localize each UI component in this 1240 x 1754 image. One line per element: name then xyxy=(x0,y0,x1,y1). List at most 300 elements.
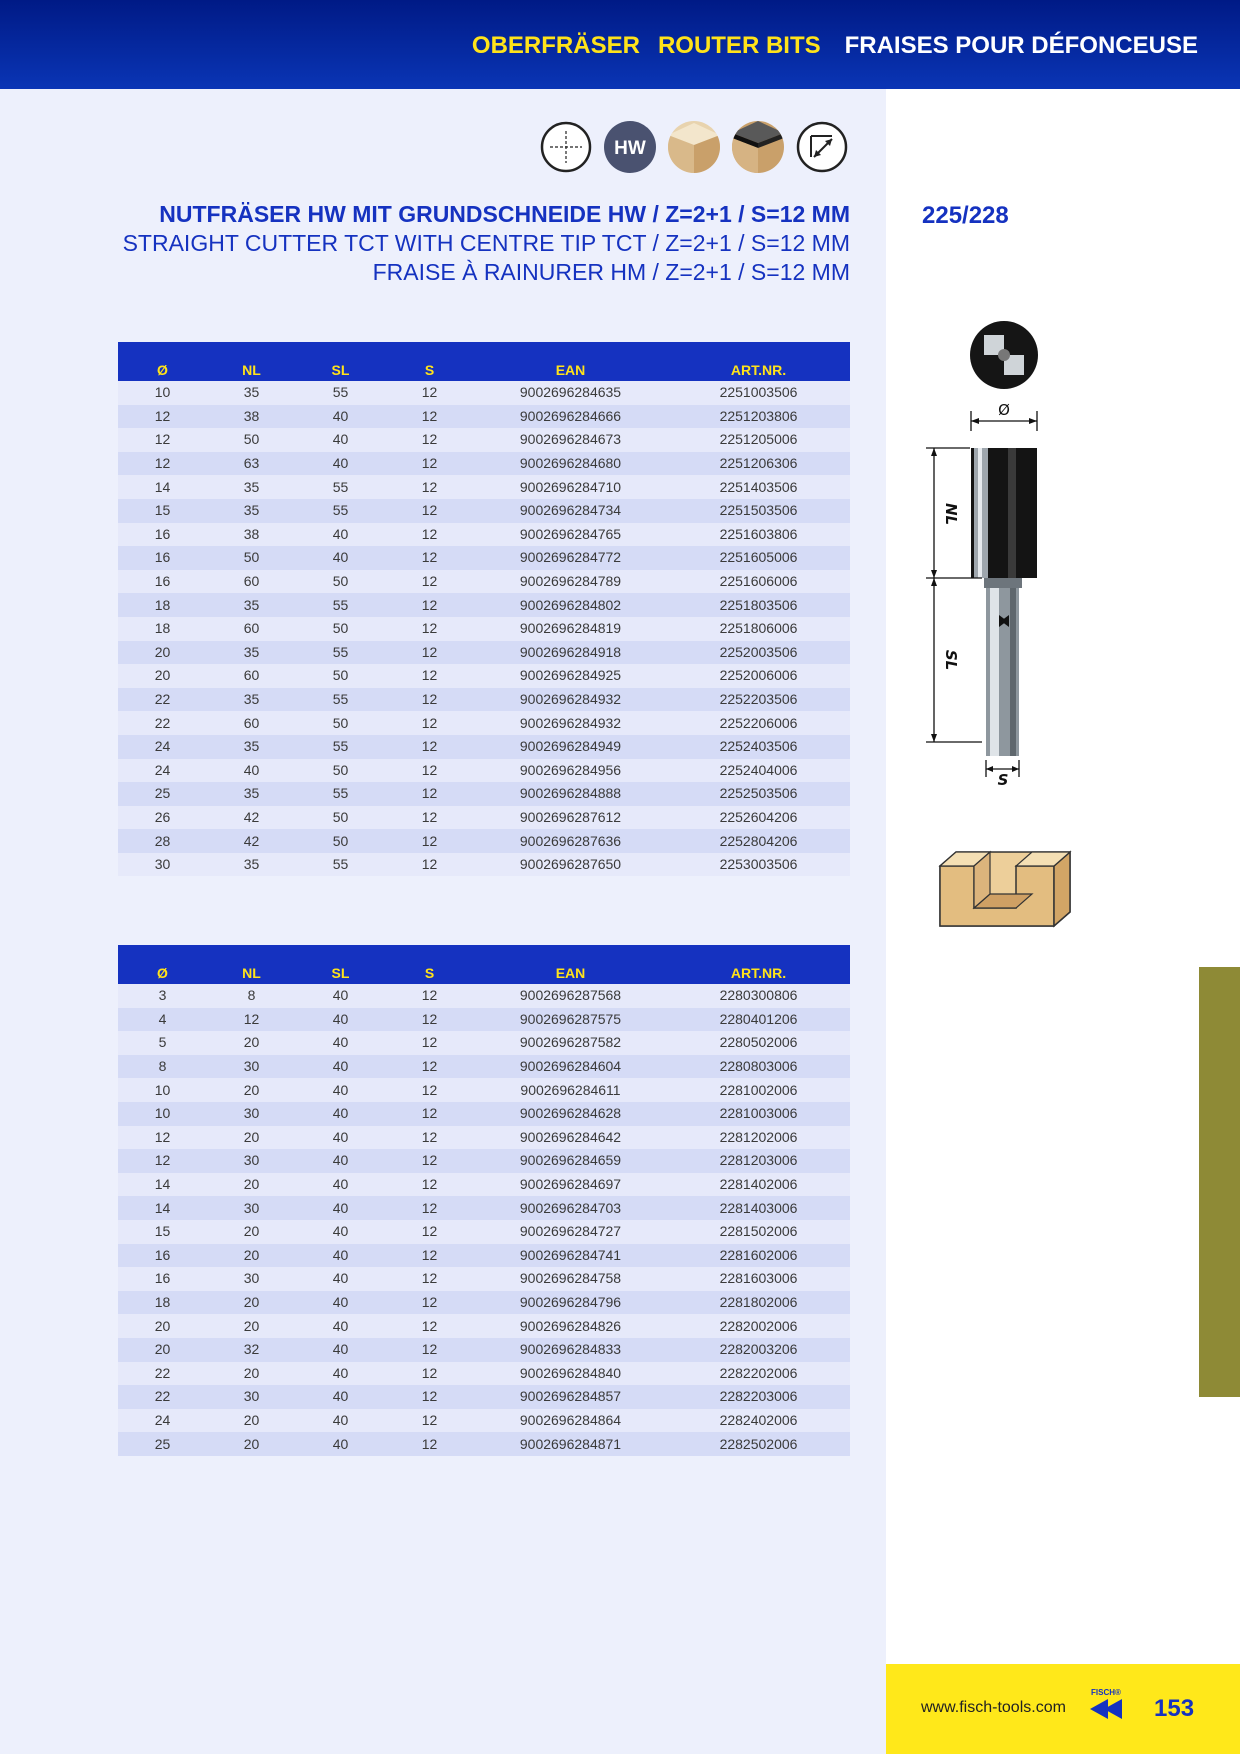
cell-sl: 40 xyxy=(296,1078,385,1102)
cell-art-nr: 2280300806 xyxy=(667,984,850,1008)
cell-diameter: 3 xyxy=(118,984,207,1008)
cell-ean: 9002696287575 xyxy=(474,1008,667,1032)
col-nl: NL xyxy=(207,342,296,381)
cell-s: 12 xyxy=(385,1338,474,1362)
cell-art-nr: 2282002006 xyxy=(667,1314,850,1338)
cell-diameter: 18 xyxy=(118,617,207,641)
cell-ean: 9002696284611 xyxy=(474,1078,667,1102)
cell-sl: 40 xyxy=(296,405,385,429)
cell-ean: 9002696284666 xyxy=(474,405,667,429)
cell-s: 12 xyxy=(385,829,474,853)
wood-block-icon xyxy=(668,121,720,173)
cell-art-nr: 2252206006 xyxy=(667,711,850,735)
cell-s: 12 xyxy=(385,1055,474,1079)
cell-nl: 20 xyxy=(207,1314,296,1338)
table-row xyxy=(118,523,850,547)
cell-diameter: 25 xyxy=(118,782,207,806)
cell-nl: 30 xyxy=(207,1385,296,1409)
cell-diameter: 18 xyxy=(118,593,207,617)
cell-s: 12 xyxy=(385,1220,474,1244)
cell-art-nr: 2281403006 xyxy=(667,1196,850,1220)
cell-nl: 30 xyxy=(207,1267,296,1291)
cell-sl: 50 xyxy=(296,806,385,830)
col-sl: SL xyxy=(296,342,385,381)
cell-diameter: 16 xyxy=(118,546,207,570)
cell-sl: 40 xyxy=(296,1173,385,1197)
cell-nl: 35 xyxy=(207,593,296,617)
cell-nl: 20 xyxy=(207,1031,296,1055)
cell-sl: 40 xyxy=(296,1008,385,1032)
cell-diameter: 16 xyxy=(118,1244,207,1268)
cell-ean: 9002696284833 xyxy=(474,1338,667,1362)
col-art-nr: ART.NR. xyxy=(667,945,850,984)
cell-art-nr: 2251806006 xyxy=(667,617,850,641)
cell-diameter: 20 xyxy=(118,1338,207,1362)
cell-nl: 20 xyxy=(207,1409,296,1433)
table-row xyxy=(118,641,850,665)
cell-sl: 40 xyxy=(296,1031,385,1055)
cell-s: 12 xyxy=(385,688,474,712)
cell-nl: 32 xyxy=(207,1338,296,1362)
cell-sl: 50 xyxy=(296,829,385,853)
hw-icon xyxy=(604,121,656,173)
cell-s: 12 xyxy=(385,1362,474,1386)
header-title-en: ROUTER BITS xyxy=(657,32,821,59)
table-row xyxy=(118,499,850,523)
cell-diameter: 25 xyxy=(118,1432,207,1456)
cell-diameter: 4 xyxy=(118,1008,207,1032)
cell-s: 12 xyxy=(385,475,474,499)
cell-nl: 20 xyxy=(207,1078,296,1102)
cell-sl: 55 xyxy=(296,641,385,665)
cell-sl: 40 xyxy=(296,1055,385,1079)
cell-s: 12 xyxy=(385,1173,474,1197)
cell-s: 12 xyxy=(385,1432,474,1456)
cell-diameter: 24 xyxy=(118,1409,207,1433)
table-row xyxy=(118,1078,850,1102)
cell-art-nr: 2281203006 xyxy=(667,1149,850,1173)
cell-sl: 40 xyxy=(296,1267,385,1291)
cell-diameter: 24 xyxy=(118,735,207,759)
cell-s: 12 xyxy=(385,806,474,830)
cell-sl: 40 xyxy=(296,1432,385,1456)
table-row xyxy=(118,806,850,830)
cell-sl: 40 xyxy=(296,1102,385,1126)
cell-art-nr: 2282402006 xyxy=(667,1409,850,1433)
cell-art-nr: 2281002006 xyxy=(667,1078,850,1102)
cell-art-nr: 2281603006 xyxy=(667,1267,850,1291)
cell-s: 12 xyxy=(385,405,474,429)
cell-s: 12 xyxy=(385,1008,474,1032)
cell-ean: 9002696284864 xyxy=(474,1409,667,1433)
table-row xyxy=(118,475,850,499)
cell-ean: 9002696284918 xyxy=(474,641,667,665)
table-row xyxy=(118,1362,850,1386)
cell-art-nr: 2252404006 xyxy=(667,759,850,783)
table-row xyxy=(118,1244,850,1268)
cell-art-nr: 2281502006 xyxy=(667,1220,850,1244)
cell-diameter: 15 xyxy=(118,499,207,523)
cell-diameter: 14 xyxy=(118,1173,207,1197)
cell-s: 12 xyxy=(385,1314,474,1338)
table-row xyxy=(118,664,850,688)
cell-sl: 40 xyxy=(296,1126,385,1150)
cell-art-nr: 2251206306 xyxy=(667,452,850,476)
coated-board-icon xyxy=(732,121,784,173)
table-row xyxy=(118,452,850,476)
table-row xyxy=(118,1220,850,1244)
cell-art-nr: 2252604206 xyxy=(667,806,850,830)
col-diameter: Ø xyxy=(118,945,207,984)
table-row xyxy=(118,428,850,452)
page-header xyxy=(0,0,1240,89)
cell-ean: 9002696287636 xyxy=(474,829,667,853)
cell-s: 12 xyxy=(385,499,474,523)
cell-art-nr: 2251403506 xyxy=(667,475,850,499)
table-row xyxy=(118,1031,850,1055)
table-header-row xyxy=(118,945,850,984)
cell-nl: 30 xyxy=(207,1149,296,1173)
table-row xyxy=(118,593,850,617)
cell-ean: 9002696284857 xyxy=(474,1385,667,1409)
cell-diameter: 26 xyxy=(118,806,207,830)
cell-nl: 40 xyxy=(207,759,296,783)
table-row xyxy=(118,381,850,405)
cell-ean: 9002696284826 xyxy=(474,1314,667,1338)
table-row xyxy=(118,759,850,783)
cell-diameter: 28 xyxy=(118,829,207,853)
col-art-nr: ART.NR. xyxy=(667,342,850,381)
table-row xyxy=(118,735,850,759)
cell-sl: 40 xyxy=(296,452,385,476)
cell-ean: 9002696284819 xyxy=(474,617,667,641)
cell-sl: 55 xyxy=(296,593,385,617)
cell-nl: 35 xyxy=(207,381,296,405)
bit-shank xyxy=(984,578,1022,756)
cell-ean: 9002696284765 xyxy=(474,523,667,547)
cell-nl: 42 xyxy=(207,806,296,830)
cell-art-nr: 2282502006 xyxy=(667,1432,850,1456)
diagonal-arrow-icon xyxy=(796,121,848,173)
cell-nl: 30 xyxy=(207,1102,296,1126)
cell-art-nr: 2281602006 xyxy=(667,1244,850,1268)
cell-nl: 12 xyxy=(207,1008,296,1032)
cell-sl: 55 xyxy=(296,782,385,806)
table-row xyxy=(118,1267,850,1291)
cell-s: 12 xyxy=(385,711,474,735)
cell-ean: 9002696284710 xyxy=(474,475,667,499)
cell-art-nr: 2252503506 xyxy=(667,782,850,806)
cell-sl: 50 xyxy=(296,664,385,688)
cell-nl: 30 xyxy=(207,1055,296,1079)
groove-profile-icon xyxy=(936,846,1072,928)
cell-s: 12 xyxy=(385,1149,474,1173)
chapter-tab xyxy=(1199,967,1240,1397)
cell-sl: 40 xyxy=(296,1314,385,1338)
cell-ean: 9002696284772 xyxy=(474,546,667,570)
table-row xyxy=(118,1314,850,1338)
cell-nl: 50 xyxy=(207,546,296,570)
hw-label: HW xyxy=(614,138,646,159)
page-footer xyxy=(886,1664,1240,1754)
cell-ean: 9002696284604 xyxy=(474,1055,667,1079)
cell-nl: 20 xyxy=(207,1244,296,1268)
cell-ean: 9002696284796 xyxy=(474,1291,667,1315)
cell-ean: 9002696284925 xyxy=(474,664,667,688)
cell-ean: 9002696284673 xyxy=(474,428,667,452)
cell-diameter: 20 xyxy=(118,664,207,688)
cell-sl: 40 xyxy=(296,1291,385,1315)
article-table-228 xyxy=(118,945,850,1456)
cell-ean: 9002696284871 xyxy=(474,1432,667,1456)
table-row xyxy=(118,711,850,735)
cell-diameter: 12 xyxy=(118,1149,207,1173)
cell-ean: 9002696284949 xyxy=(474,735,667,759)
col-s: S xyxy=(385,342,474,381)
cell-s: 12 xyxy=(385,546,474,570)
cell-nl: 60 xyxy=(207,570,296,594)
crosshair-icon xyxy=(540,121,592,173)
cell-art-nr: 2251003506 xyxy=(667,381,850,405)
table-row xyxy=(118,1196,850,1220)
cell-s: 12 xyxy=(385,664,474,688)
cell-art-nr: 2282003206 xyxy=(667,1338,850,1362)
cell-nl: 20 xyxy=(207,1291,296,1315)
col-ean: EAN xyxy=(474,342,667,381)
cell-ean: 9002696284758 xyxy=(474,1267,667,1291)
cell-diameter: 14 xyxy=(118,1196,207,1220)
cell-nl: 38 xyxy=(207,523,296,547)
cell-ean: 9002696284734 xyxy=(474,499,667,523)
cell-nl: 20 xyxy=(207,1362,296,1386)
col-s: S xyxy=(385,945,474,984)
bit-end-view xyxy=(970,321,1038,389)
table-row xyxy=(118,1338,850,1362)
cell-nl: 30 xyxy=(207,1196,296,1220)
cell-art-nr: 2252804206 xyxy=(667,829,850,853)
cell-sl: 40 xyxy=(296,1220,385,1244)
cell-diameter: 12 xyxy=(118,1126,207,1150)
cell-ean: 9002696284741 xyxy=(474,1244,667,1268)
cell-nl: 20 xyxy=(207,1220,296,1244)
cell-s: 12 xyxy=(385,381,474,405)
col-sl: SL xyxy=(296,945,385,984)
cell-nl: 8 xyxy=(207,984,296,1008)
cell-diameter: 20 xyxy=(118,1314,207,1338)
table-row xyxy=(118,688,850,712)
table-row xyxy=(118,1385,850,1409)
cell-ean: 9002696284642 xyxy=(474,1126,667,1150)
cell-sl: 55 xyxy=(296,688,385,712)
product-title-en: STRAIGHT CUTTER TCT WITH CENTRE TIP TCT / Z=2+1 / S=12 MM xyxy=(122,230,850,256)
cell-ean: 9002696287612 xyxy=(474,806,667,830)
cell-s: 12 xyxy=(385,1244,474,1268)
cell-ean: 9002696284840 xyxy=(474,1362,667,1386)
cell-s: 12 xyxy=(385,523,474,547)
cell-ean: 9002696284789 xyxy=(474,570,667,594)
col-ean: EAN xyxy=(474,945,667,984)
cell-diameter: 10 xyxy=(118,1078,207,1102)
cell-nl: 60 xyxy=(207,711,296,735)
cell-diameter: 8 xyxy=(118,1055,207,1079)
cell-sl: 55 xyxy=(296,853,385,877)
table-header-row xyxy=(118,342,850,381)
cell-sl: 55 xyxy=(296,735,385,759)
cell-s: 12 xyxy=(385,984,474,1008)
cell-nl: 35 xyxy=(207,688,296,712)
cell-ean: 9002696284802 xyxy=(474,593,667,617)
cell-diameter: 24 xyxy=(118,759,207,783)
cell-art-nr: 2282202006 xyxy=(667,1362,850,1386)
cell-s: 12 xyxy=(385,452,474,476)
article-table-225 xyxy=(118,342,850,876)
cell-s: 12 xyxy=(385,1196,474,1220)
cell-nl: 50 xyxy=(207,428,296,452)
feature-icons xyxy=(540,121,852,175)
cell-s: 12 xyxy=(385,782,474,806)
cell-nl: 60 xyxy=(207,664,296,688)
col-nl: NL xyxy=(207,945,296,984)
cell-ean: 9002696287568 xyxy=(474,984,667,1008)
cell-nl: 35 xyxy=(207,782,296,806)
cell-diameter: 20 xyxy=(118,641,207,665)
cell-ean: 9002696287582 xyxy=(474,1031,667,1055)
table-row xyxy=(118,546,850,570)
table-row xyxy=(118,617,850,641)
cell-diameter: 12 xyxy=(118,452,207,476)
cell-s: 12 xyxy=(385,641,474,665)
table-row xyxy=(118,1291,850,1315)
cell-s: 12 xyxy=(385,1102,474,1126)
cell-sl: 40 xyxy=(296,428,385,452)
cell-art-nr: 2251605006 xyxy=(667,546,850,570)
cell-diameter: 5 xyxy=(118,1031,207,1055)
cell-s: 12 xyxy=(385,428,474,452)
cell-diameter: 10 xyxy=(118,1102,207,1126)
cell-diameter: 16 xyxy=(118,570,207,594)
cell-nl: 20 xyxy=(207,1126,296,1150)
cell-sl: 40 xyxy=(296,523,385,547)
cell-s: 12 xyxy=(385,570,474,594)
cell-s: 12 xyxy=(385,1126,474,1150)
cell-s: 12 xyxy=(385,617,474,641)
cell-diameter: 18 xyxy=(118,1291,207,1315)
cell-art-nr: 2281003006 xyxy=(667,1102,850,1126)
cell-diameter: 22 xyxy=(118,711,207,735)
cell-sl: 40 xyxy=(296,1338,385,1362)
cell-diameter: 16 xyxy=(118,523,207,547)
header-titles xyxy=(472,32,1198,60)
cell-art-nr: 2280502006 xyxy=(667,1031,850,1055)
cell-art-nr: 2251203806 xyxy=(667,405,850,429)
cell-s: 12 xyxy=(385,1267,474,1291)
page-number: 153 xyxy=(1154,1695,1195,1722)
cell-nl: 63 xyxy=(207,452,296,476)
cell-s: 12 xyxy=(385,1385,474,1409)
table-row xyxy=(118,1149,850,1173)
cell-art-nr: 2252203506 xyxy=(667,688,850,712)
cell-sl: 40 xyxy=(296,546,385,570)
cell-ean: 9002696284888 xyxy=(474,782,667,806)
col-diameter: Ø xyxy=(118,342,207,381)
cell-diameter: 16 xyxy=(118,1267,207,1291)
cell-art-nr: 2251606006 xyxy=(667,570,850,594)
cell-nl: 35 xyxy=(207,499,296,523)
cell-s: 12 xyxy=(385,1078,474,1102)
cell-sl: 40 xyxy=(296,1362,385,1386)
cell-sl: 40 xyxy=(296,1385,385,1409)
cell-sl: 50 xyxy=(296,759,385,783)
cell-ean: 9002696284659 xyxy=(474,1149,667,1173)
table-row xyxy=(118,570,850,594)
bit-cutting-head xyxy=(971,448,1037,578)
table-row xyxy=(118,1126,850,1150)
table-row xyxy=(118,1173,850,1197)
cell-s: 12 xyxy=(385,735,474,759)
cell-s: 12 xyxy=(385,1291,474,1315)
header-title-fr: FRAISES POUR DÉFONCEUSE xyxy=(844,32,1198,59)
header-title-de: OBERFRÄSER xyxy=(471,32,640,59)
cell-art-nr: 2253003506 xyxy=(667,853,850,877)
cell-sl: 40 xyxy=(296,1409,385,1433)
cell-nl: 35 xyxy=(207,641,296,665)
cell-s: 12 xyxy=(385,593,474,617)
cell-art-nr: 2252003506 xyxy=(667,641,850,665)
cell-ean: 9002696287650 xyxy=(474,853,667,877)
cell-diameter: 30 xyxy=(118,853,207,877)
cell-art-nr: 2281802006 xyxy=(667,1291,850,1315)
product-title-de: NUTFRÄSER HW MIT GRUNDSCHNEIDE HW / Z=2+1 / S=12 MM xyxy=(159,201,850,227)
cell-sl: 40 xyxy=(296,984,385,1008)
cell-art-nr: 2251803506 xyxy=(667,593,850,617)
product-title xyxy=(123,200,850,287)
cell-art-nr: 2251503506 xyxy=(667,499,850,523)
cell-art-nr: 2281402006 xyxy=(667,1173,850,1197)
table-row xyxy=(118,853,850,877)
router-bit-drawing xyxy=(920,315,1050,785)
table-row xyxy=(118,829,850,853)
cell-ean: 9002696284635 xyxy=(474,381,667,405)
table-row xyxy=(118,1432,850,1456)
sl-label: SL xyxy=(942,649,960,671)
nl-label: NL xyxy=(942,502,960,526)
cell-nl: 35 xyxy=(207,475,296,499)
cell-nl: 60 xyxy=(207,617,296,641)
cell-nl: 20 xyxy=(207,1173,296,1197)
cell-ean: 9002696284727 xyxy=(474,1220,667,1244)
cell-sl: 50 xyxy=(296,617,385,641)
product-title-fr: FRAISE À RAINURER HM / Z=2+1 / S=12 MM xyxy=(372,259,850,285)
cell-art-nr: 2281202006 xyxy=(667,1126,850,1150)
table-row xyxy=(118,1055,850,1079)
cell-ean: 9002696284703 xyxy=(474,1196,667,1220)
cell-art-nr: 2251205006 xyxy=(667,428,850,452)
cell-diameter: 14 xyxy=(118,475,207,499)
cell-ean: 9002696284697 xyxy=(474,1173,667,1197)
website-link[interactable]: www.fisch-tools.com xyxy=(921,1699,1066,1716)
cell-art-nr: 2282203006 xyxy=(667,1385,850,1409)
cell-diameter: 10 xyxy=(118,381,207,405)
cell-ean: 9002696284628 xyxy=(474,1102,667,1126)
cell-art-nr: 2252403506 xyxy=(667,735,850,759)
cell-diameter: 12 xyxy=(118,405,207,429)
cell-sl: 55 xyxy=(296,499,385,523)
cell-art-nr: 2252006006 xyxy=(667,664,850,688)
cell-sl: 50 xyxy=(296,711,385,735)
cell-s: 12 xyxy=(385,759,474,783)
content-panel xyxy=(0,89,886,1754)
fisch-logo-icon xyxy=(1090,1693,1126,1719)
